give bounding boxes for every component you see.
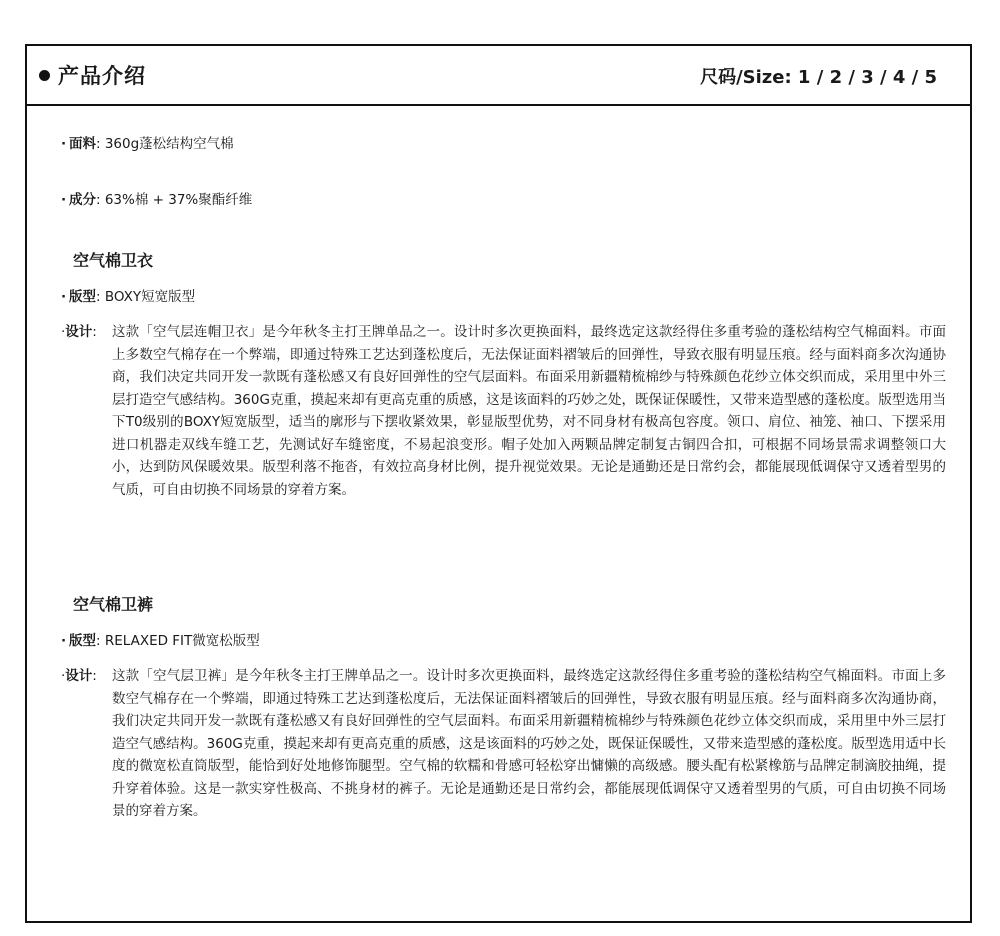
pants-design-label: ·设计:	[61, 668, 97, 684]
pants-section-title: 空气棉卫裤	[73, 595, 154, 614]
composition-label: 成分	[69, 192, 96, 208]
pants-fit-value: : RELAXED FIT微宽松版型	[96, 633, 260, 649]
pants-design-text: 这款「空气层卫裤」是今年秋冬主打王牌单品之一。设计时多次更换面料，最终选定这款经得住多重考验的蓬松结构空气棉面料。市面上多数空气棉存在一个弊端，即通过特殊工艺达到蓬松度后，无法保证面料褶皱后的回弹性，导致衣服有明显压痕。经与面料商多次沟通协商，我们决定共同开发一款既有蓬松感又有良好回弹性的空气层面料。布面采用新疆精梳棉纱与特殊颜色花纱立体交织而成，采用里中外三层打造空气感结构。360G克重，摸起来却有更高克重的质感，这是该面料的巧妙之处，既保证保暖性，又带来造型感的蓬松度。版型选用适中长度的微宽松直筒版型，能恰到好处地修饰腿型。空气棉的软糯和骨感可轻松穿出慵懒的高级感。腰头配有松紧橡筋与品牌定制滴胶抽绳，提升穿着体验。这是一款实穿性极高、不挑身材的裤子。无论是通勤还是日常约会，都能展现低调保守又透着型男的气质，可自由切换不同场景的穿着方案。	[112, 668, 946, 819]
fabric-label: 面料	[69, 136, 96, 152]
hoodie-fit-label: 版型	[69, 289, 96, 305]
hoodie-fit: · 版型: BOXY短宽版型	[61, 289, 196, 305]
pants-fit-label: 版型	[69, 633, 96, 649]
panel-title	[39, 60, 146, 90]
hoodie-fit-value: : BOXY短宽版型	[96, 289, 196, 305]
hoodie-design-text: 这款「空气层连帽卫衣」是今年秋冬主打王牌单品之一。设计时多次更换面料，最终选定这款经得住多重考验的蓬松结构空气棉面料。市面上多数空气棉存在一个弊端，即通过特殊工艺达到蓬松度后，无法保证面料褶皱后的回弹性，导致衣服有明显压痕。经与面料商多次沟通协商，我们决定共同开发一款既有蓬松感又有良好回弹性的空气层面料。布面采用新疆精梳棉纱与特殊颜色花纱立体交织而成，采用里中外三层打造空气感结构。360G克重，摸起来却有更高克重的质感，这是该面料的巧妙之处，既保证保暖性，又带来造型感的蓬松度。版型选用当下T0级别的BOXY短宽版型，适当的廓形与下摆收紧效果，彰显版型优势，对不同身材有极高包容度。领口、肩位、袖笼、袖口、下摆采用进口机器走双线车缝工艺，先测试好车缝密度，不易起浪变形。帽子处加入两颗品牌定制复古铜四合扣，可根据不同场景需求调整领口大小，达到防风保暖效果。版型利落不拖沓，有效拉高身材比例，提升视觉效果。无论是通勤还是日常约会，都能展现低调保守又透着型男的气质，可自由切换不同场景的穿着方案。	[112, 324, 946, 498]
panel-title-text: 产品介绍	[58, 64, 146, 88]
pants-design	[61, 665, 946, 823]
size-label: 尺码/Size: 1 / 2 / 3 / 4 / 5	[700, 67, 937, 88]
product-intro-panel	[25, 44, 972, 923]
composition-value: : 63%棉 + 37%聚酯纤维	[96, 192, 253, 208]
fabric-spec: · 面料: 360g蓬松结构空气棉	[61, 136, 234, 152]
fabric-value: : 360g蓬松结构空气棉	[96, 136, 234, 152]
hoodie-design-label: ·设计:	[61, 324, 97, 340]
composition-spec: · 成分: 63%棉 + 37%聚酯纤维	[61, 192, 253, 208]
panel-header	[27, 46, 970, 106]
bullet-dot-icon	[39, 70, 50, 81]
hoodie-section-title: 空气棉卫衣	[73, 251, 154, 270]
hoodie-design	[61, 321, 946, 501]
pants-fit: · 版型: RELAXED FIT微宽松版型	[61, 633, 260, 649]
